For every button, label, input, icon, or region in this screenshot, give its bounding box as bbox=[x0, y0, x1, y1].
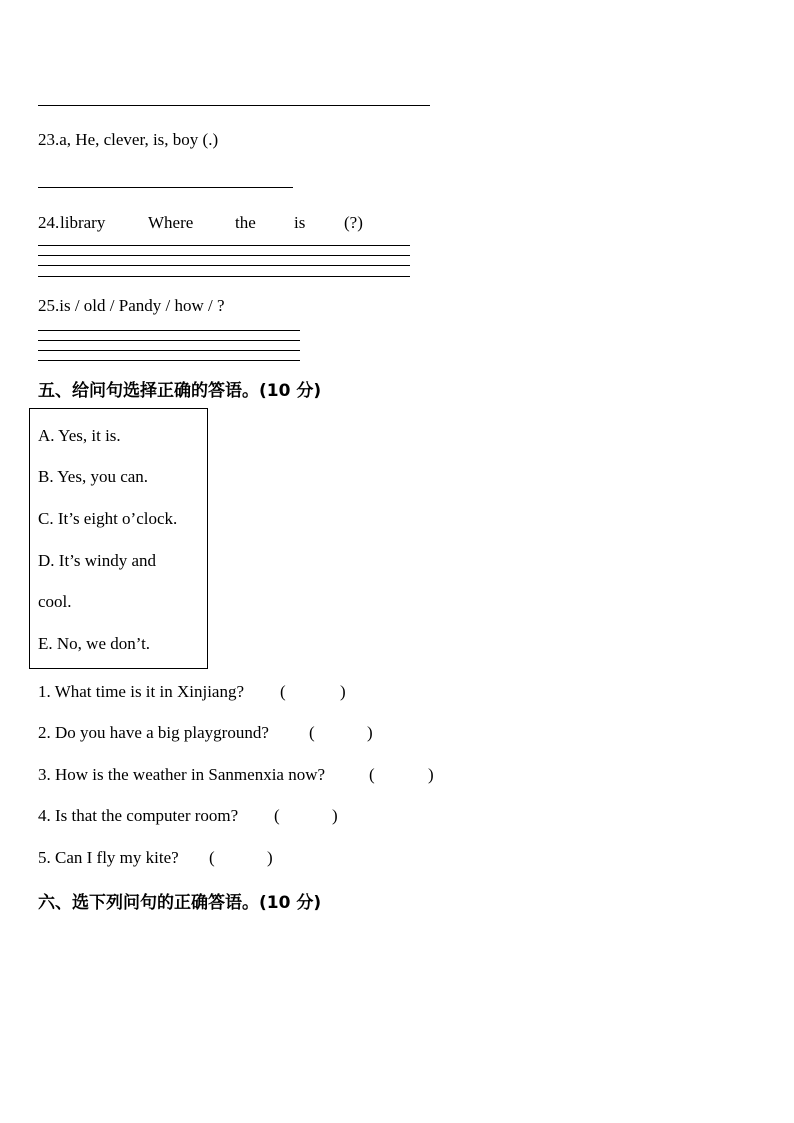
answer-open-paren[interactable]: ( bbox=[274, 806, 280, 825]
question-row bbox=[38, 765, 458, 785]
option-d: D. It’s windy and bbox=[38, 551, 157, 570]
question-text: 4. Is that the computer room? bbox=[38, 806, 239, 825]
question-row bbox=[38, 723, 438, 743]
option-e: E. No, we don’t. bbox=[38, 634, 151, 653]
answer-open-paren[interactable]: ( bbox=[309, 723, 315, 742]
section-heading: 六、选下列问句的正确答语。(10 分) bbox=[38, 893, 322, 913]
word: library bbox=[60, 213, 106, 232]
question-text: 2. Do you have a big playground? bbox=[38, 723, 269, 742]
section-heading: 五、给问句选择正确的答语。(10 分) bbox=[38, 381, 322, 401]
question-24 bbox=[38, 213, 418, 233]
question-number: 25. bbox=[38, 296, 60, 315]
question-text: 5. Can I fly my kite? bbox=[38, 848, 179, 867]
answer-close-paren: ) bbox=[367, 723, 373, 742]
word: Where bbox=[148, 213, 194, 232]
word: (?) bbox=[344, 213, 363, 232]
question-text: a, He, clever, is, boy (.) bbox=[59, 130, 219, 149]
writing-line bbox=[38, 350, 300, 351]
question-row bbox=[38, 806, 438, 826]
question-row bbox=[38, 848, 438, 868]
writing-line bbox=[38, 360, 300, 361]
writing-line bbox=[38, 245, 410, 246]
answer-line bbox=[38, 105, 430, 106]
question-text: 1. What time is it in Xinjiang? bbox=[38, 682, 245, 701]
writing-line bbox=[38, 255, 410, 256]
answer-close-paren: ) bbox=[340, 682, 346, 701]
answer-line bbox=[38, 187, 293, 188]
writing-line bbox=[38, 330, 300, 331]
answer-open-paren[interactable]: ( bbox=[369, 765, 375, 784]
option-a: A. Yes, it is. bbox=[38, 426, 121, 445]
word: is bbox=[294, 213, 306, 232]
writing-line bbox=[38, 265, 410, 266]
answer-open-paren[interactable]: ( bbox=[209, 848, 215, 867]
answer-open-paren[interactable]: ( bbox=[280, 682, 286, 701]
answer-close-paren: ) bbox=[428, 765, 434, 784]
question-text: 3. How is the weather in Sanmenxia now? bbox=[38, 765, 326, 784]
question-number: 24. bbox=[38, 213, 60, 232]
option-c: C. It’s eight o’clock. bbox=[38, 509, 178, 528]
question-number: 23. bbox=[38, 130, 60, 149]
writing-line bbox=[38, 276, 410, 277]
answer-close-paren: ) bbox=[267, 848, 273, 867]
option-d-continued: cool. bbox=[38, 592, 72, 611]
answer-close-paren: ) bbox=[332, 806, 338, 825]
option-b: B. Yes, you can. bbox=[38, 467, 149, 486]
writing-line bbox=[38, 340, 300, 341]
word: the bbox=[235, 213, 256, 232]
question-text: is / old / Pandy / how / ? bbox=[59, 296, 225, 315]
question-25 bbox=[38, 296, 225, 316]
question-23 bbox=[38, 130, 218, 150]
question-row bbox=[38, 682, 438, 702]
options-box bbox=[29, 408, 208, 669]
